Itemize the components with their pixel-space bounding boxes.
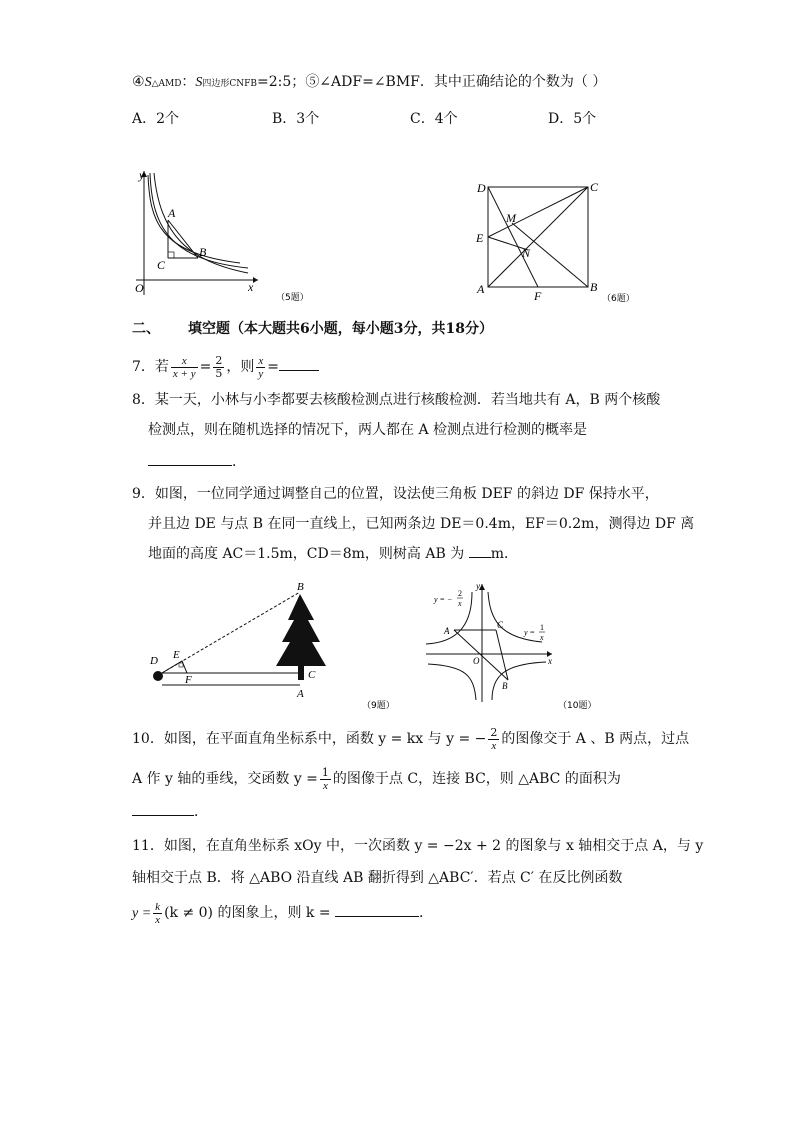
q11-line3-pre: y = <box>132 906 152 921</box>
q10-label-c: C <box>497 620 504 630</box>
q9-label-c: C <box>308 669 316 681</box>
q5-triangle-subscript: △AMD <box>151 79 182 89</box>
section-title: 填空题（本大题共6小题，每小题3分，共18分） <box>188 321 493 337</box>
section-heading <box>132 318 493 338</box>
q10-line1-tail: 的图像交于 A 、B 两点，过点 <box>501 731 690 747</box>
q7-frac3-den: y <box>258 367 264 380</box>
q10-line1 <box>132 724 689 754</box>
q9-label-a: A <box>297 688 304 700</box>
q9-label-e: E <box>173 649 180 661</box>
q8-line3 <box>148 452 246 472</box>
q5-label-b: B <box>199 245 207 259</box>
q10-answer-blank[interactable] <box>132 815 194 816</box>
q5-label-o: O <box>135 281 144 295</box>
q5-option-d: D．5个 <box>548 111 597 127</box>
q10-figure <box>420 580 610 710</box>
q9-answer-blank[interactable] <box>469 557 491 558</box>
q9-tree <box>276 594 326 680</box>
q9-label-f: F <box>185 674 192 686</box>
q5-option-c: C．4个 <box>410 111 458 127</box>
q9-line1: 9．如图，一位同学通过调整自己的位置，设法使三角板 DEF 的斜边 DF 保持水平， <box>132 486 659 502</box>
q9-label-b: B <box>297 581 304 593</box>
q10-segment-bc <box>496 630 508 680</box>
q9-tail: m． <box>490 546 518 562</box>
q5-label-x: x <box>248 280 254 294</box>
q7-answer-blank[interactable] <box>279 370 319 371</box>
q10-line2-tail: 的图像于点 C，连接 BC，则 △ABC 的面积为 <box>332 771 621 787</box>
q6-label-a: A <box>477 282 485 296</box>
q9-person-head <box>153 671 163 681</box>
q10-frac2-den: x <box>322 779 328 792</box>
q11-tail: ． <box>419 905 434 921</box>
q7 <box>132 352 319 382</box>
q5-option-b: B．3个 <box>272 111 320 127</box>
q5-quad-subscript: 四边形CNFB <box>202 79 258 89</box>
q10-label-o: O <box>473 656 480 666</box>
q7-frac2-den: 5 <box>215 366 223 380</box>
q10-label-y: y <box>476 581 480 591</box>
q7-mid: ，则 <box>226 359 255 375</box>
q10-tail: ． <box>194 804 208 820</box>
q11-line3-mid: (k ≠ 0) 的图象上，则 k = <box>164 905 331 921</box>
q10-curve-1x-left <box>428 664 476 700</box>
q11-frac-num: k <box>155 900 161 913</box>
q5-item5: ⑤∠ADF=∠BMF．其中正确结论的个数为（ ） <box>305 74 607 90</box>
q6-label-n: N <box>522 246 531 260</box>
q5-label-a: A <box>168 206 176 220</box>
q6-segment-df <box>488 187 538 287</box>
q10-f1-label: y = − <box>434 595 453 604</box>
q10-frac2-num: 1 <box>321 765 329 779</box>
q9-line3 <box>148 544 518 564</box>
q9-caption: （9题） <box>362 701 395 710</box>
q10-curve-neg-2x-right <box>492 662 546 700</box>
q6-label-f: F <box>534 289 542 303</box>
q5-conclusion-line: ④S△AMD：S四边形CNFB=2:5；⑤∠ADF=∠BMF．其中正确结论的个数为（ ） <box>132 74 607 90</box>
q10-frac-den: x <box>491 739 497 752</box>
q10-line2 <box>132 764 621 794</box>
q9-line2: 并且边 DE 与点 B 在同一直线上，已知两条边 DE＝0.4m，EF＝0.2m，测得边 DF 离 <box>148 516 695 532</box>
q10-f2-num: 1 <box>540 623 544 632</box>
q6-label-e: E <box>476 231 484 245</box>
q7-prefix: 7．若 <box>132 359 169 375</box>
q10-line3 <box>132 802 208 822</box>
q11-answer-blank[interactable] <box>335 916 419 917</box>
q5-ratio: =2:5； <box>257 74 306 90</box>
q7-frac2-num: 2 <box>215 353 223 367</box>
q7-eq: = <box>199 359 212 375</box>
section-number: 二、 <box>132 321 160 337</box>
q10-label-b: B <box>502 681 508 691</box>
q7-frac1-num: x <box>171 355 198 368</box>
q10-f1-num: 2 <box>458 589 462 598</box>
q8-line2: 检测点，则在随机选择的情况下，两人都在 A 检测点进行检测的概率是 <box>148 422 588 438</box>
q6-segment-ec <box>488 187 588 237</box>
q9-figure <box>140 580 410 710</box>
q6-label-c: C <box>590 180 599 194</box>
q11-frac-den: x <box>155 913 161 926</box>
q6-label-m: M <box>506 211 516 225</box>
q6-label-d: D <box>477 181 486 195</box>
q5-curve-inner <box>148 175 240 263</box>
q10-line-kx <box>454 630 508 680</box>
q5-item4-marker: ④ <box>132 74 145 90</box>
q6-figure <box>474 175 644 305</box>
q10-frac-num: 2 <box>490 725 498 739</box>
q10-caption: （10题） <box>558 701 597 710</box>
q6-diagonal-ac <box>488 187 588 287</box>
q11-line3 <box>132 898 433 929</box>
q10-line1-pre: 10．如图，在平面直角坐标系中，函数 y = kx 与 y = − <box>132 731 487 747</box>
q9-line3-pre: 地面的高度 AC＝1.5m，CD＝8m，则树高 AB 为 <box>148 546 465 562</box>
q5-caption: （5题） <box>276 293 309 303</box>
q7-frac1-den: x + y <box>172 367 196 380</box>
q8-answer-blank[interactable] <box>148 465 232 466</box>
q10-f2-label: y = <box>524 628 535 637</box>
q6-label-b: B <box>590 280 598 294</box>
q7-tail: = <box>267 359 279 375</box>
q5-label-c: C <box>157 258 166 272</box>
q8-line1: 8．某一天，小林与小李都要去核酸检测点进行核酸检测．若当地共有 A，B 两个核酸 <box>132 392 661 408</box>
q10-label-x: x <box>548 656 552 666</box>
q5-figure <box>128 165 328 305</box>
q10-f2-den: x <box>540 633 544 642</box>
q10-f1-den: x <box>458 599 462 608</box>
q10-line2-pre: A 作 y 轴的垂线，交函数 y = <box>132 771 318 787</box>
q7-frac3-num: x <box>258 354 264 367</box>
q9-label-d: D <box>150 655 158 667</box>
q5-label-y: y <box>139 168 145 182</box>
q6-caption: （6题） <box>602 294 635 304</box>
q11-line1: 11．如图，在直角坐标系 xOy 中，一次函数 y = −2x + 2 的图象与 x 轴相交于点 A，与 y <box>132 838 704 854</box>
q10-label-a: A <box>444 626 450 636</box>
q8-tail: ． <box>232 454 246 470</box>
q11-line2: 轴相交于点 B．将 △ABO 沿直线 AB 翻折得到 △ABC′．若点 C′ 在反比例函数 <box>132 870 623 886</box>
q5-option-a: A．2个 <box>132 111 180 127</box>
